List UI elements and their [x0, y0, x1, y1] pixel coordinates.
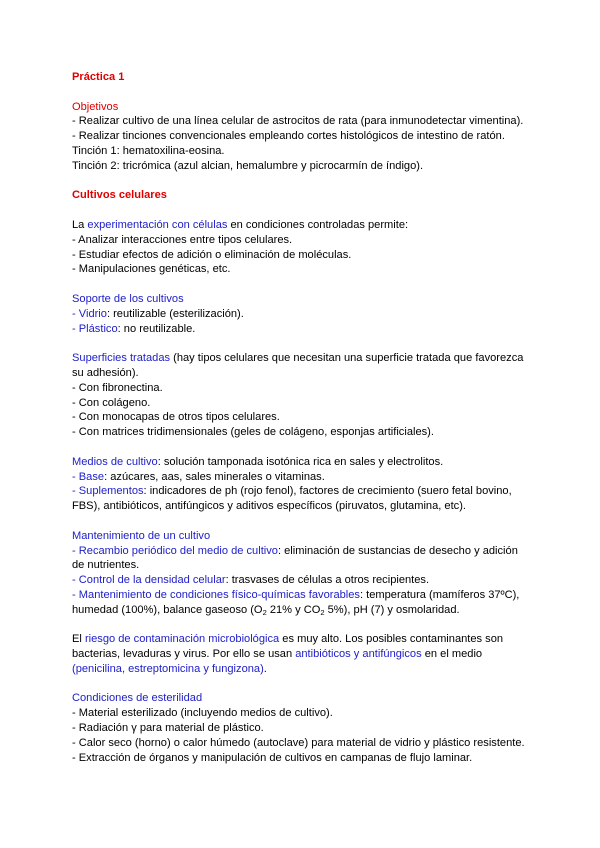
contamination-text-1: es muy alto. Los posibles contaminantes son	[279, 633, 504, 646]
surfaces-text-1: (hay tipos celulares que necesitan una superficie tratada que favorezca	[170, 352, 524, 365]
spacer	[72, 174, 542, 189]
surfaces-intro	[72, 351, 542, 366]
cell-cultures-intro	[72, 218, 542, 233]
sterility-item-3: - Calor seco (horno) o calor húmedo (autoclave) para material de vidrio y plástico resistente.	[72, 736, 525, 749]
contamination-section	[72, 632, 542, 676]
surfaces-item-1: - Con fibronectina.	[72, 381, 163, 394]
co2-subscript: 2	[320, 607, 325, 617]
media-base	[72, 470, 542, 485]
intro-keyword: experimentación con células	[87, 218, 228, 231]
intro-prefix: La	[72, 218, 88, 231]
sterility-section	[72, 691, 542, 765]
surfaces-item-4: - Con matrices tridimensionales (geles de colágeno, esponjas artificiales).	[72, 426, 434, 439]
plastic-text: : no reutilizable.	[117, 322, 196, 335]
contamination-text-3: .	[263, 662, 267, 675]
objective-line-3: Tinción 1: hematoxilina-eosina.	[72, 144, 225, 157]
cell-cultures-item-3: - Manipulaciones genéticas, etc.	[72, 263, 231, 276]
sterility-item-4: - Extracción de órganos y manipulación de cultivos en campanas de flujo laminar.	[72, 751, 473, 764]
glass-text: : reutilizable (esterilización).	[106, 307, 244, 320]
sterility-item-2: - Radiación γ para material de plástico.	[72, 722, 264, 735]
maintenance-conditions	[72, 588, 542, 603]
contamination-text-2b: en el medio	[421, 648, 483, 661]
document-page	[72, 70, 542, 765]
contamination-line-1	[72, 632, 542, 647]
base-keyword: - Base	[72, 470, 105, 483]
surfaces-item-3: - Con monocapas de otros tipos celulares.	[72, 411, 280, 424]
supplements-text-1: : indicadores de ph (rojo fenol), factores de crecimiento (suero fetal bovino,	[143, 485, 512, 498]
maintenance-renewal	[72, 544, 542, 559]
spacer	[72, 203, 542, 218]
glass-keyword: - Vidrio	[72, 307, 107, 320]
objective-line-2: - Realizar tinciones convencionales empleando cortes histológicos de intestino de ratón.	[72, 130, 505, 143]
spacer	[72, 85, 542, 100]
intro-suffix: en condiciones controladas permite:	[227, 218, 409, 231]
media-supplements	[72, 484, 542, 499]
support-title: Soporte de los cultivos	[72, 292, 184, 305]
maintenance-section	[72, 529, 542, 618]
media-intro	[72, 455, 542, 470]
examples-keyword: (penicilina, estreptomicina y fungizona)	[72, 662, 264, 675]
media-text: : solución tamponada isotónica rica en sales y electrolitos.	[157, 455, 444, 468]
conditions-text-2	[72, 603, 542, 618]
risk-keyword: riesgo de contaminación microbiológica	[84, 633, 280, 646]
spacer	[72, 617, 542, 632]
renewal-keyword: - Recambio periódico del medio de cultivo	[72, 544, 278, 557]
density-text: : trasvases de células a otros recipientes.	[225, 574, 430, 587]
practice-title: Práctica 1	[72, 71, 125, 83]
surfaces-section	[72, 351, 542, 440]
objective-line-1: - Realizar cultivo de una línea celular de astrocitos de rata (para inmunodetectar vimentina).	[72, 115, 524, 128]
maintenance-density	[72, 573, 542, 588]
o2-subscript: 2	[262, 607, 267, 617]
objectives-section	[72, 100, 542, 174]
conditions-text-2a: humedad (100%), balance gaseoso (O	[72, 603, 263, 616]
surfaces-keyword: Superficies tratadas	[72, 352, 171, 365]
antibiotics-keyword: antibióticos y antifúngicos	[295, 648, 422, 661]
conditions-text-2b: 21% y CO	[266, 603, 321, 616]
contamination-text-2a: bacterias, levaduras y virus. Por ello se usan	[72, 648, 296, 661]
supplements-text-2: FBS), antibióticos, antifúngicos y aditivos específicos (piruvatos, glutamina, etc).	[72, 500, 467, 513]
supplements-keyword: - Suplementos	[72, 485, 144, 498]
spacer	[72, 514, 542, 529]
renewal-text-1: : eliminación de sustancias de desecho y adición	[277, 544, 518, 557]
objectives-title: Objetivos	[72, 100, 119, 113]
cell-cultures-item-1: - Analizar interacciones entre tipos celulares.	[72, 233, 293, 246]
base-text: : azúcares, aas, sales minerales o vitaminas.	[104, 470, 325, 483]
support-plastic	[72, 322, 542, 337]
support-section	[72, 292, 542, 336]
support-glass	[72, 307, 542, 322]
surfaces-text-2: su adhesión).	[72, 366, 139, 379]
surfaces-item-2: - Con colágeno.	[72, 396, 151, 409]
spacer	[72, 277, 542, 292]
conditions-keyword: - Mantenimiento de condiciones físico-químicas favorables	[72, 588, 360, 601]
spacer	[72, 336, 542, 351]
contamination-prefix: El	[72, 633, 85, 646]
spacer	[72, 440, 542, 455]
objective-line-4: Tinción 2: tricrómica (azul alcian, hemalumbre y picrocarmín de índigo).	[72, 159, 424, 172]
cell-cultures-title: Cultivos celulares	[72, 189, 167, 202]
sterility-title: Condiciones de esterilidad	[72, 692, 203, 705]
conditions-text-2c: 5%), pH (7) y osmolaridad.	[324, 603, 460, 616]
conditions-text-1: : temperatura (mamíferos 37ºC),	[359, 588, 520, 601]
cell-cultures-item-2: - Estudiar efectos de adición o eliminación de moléculas.	[72, 248, 352, 261]
contamination-line-3	[72, 662, 542, 677]
spacer	[72, 677, 542, 692]
media-keyword: Medios de cultivo	[72, 455, 158, 468]
maintenance-title: Mantenimiento de un cultivo	[72, 529, 211, 542]
plastic-keyword: - Plástico	[72, 322, 118, 335]
contamination-line-2	[72, 647, 542, 662]
density-keyword: - Control de la densidad celular	[72, 574, 226, 587]
renewal-text-2: de nutrientes.	[72, 559, 140, 572]
media-section	[72, 455, 542, 514]
sterility-item-1: - Material esterilizado (incluyendo medios de cultivo).	[72, 707, 333, 720]
cell-cultures-section	[72, 188, 542, 277]
